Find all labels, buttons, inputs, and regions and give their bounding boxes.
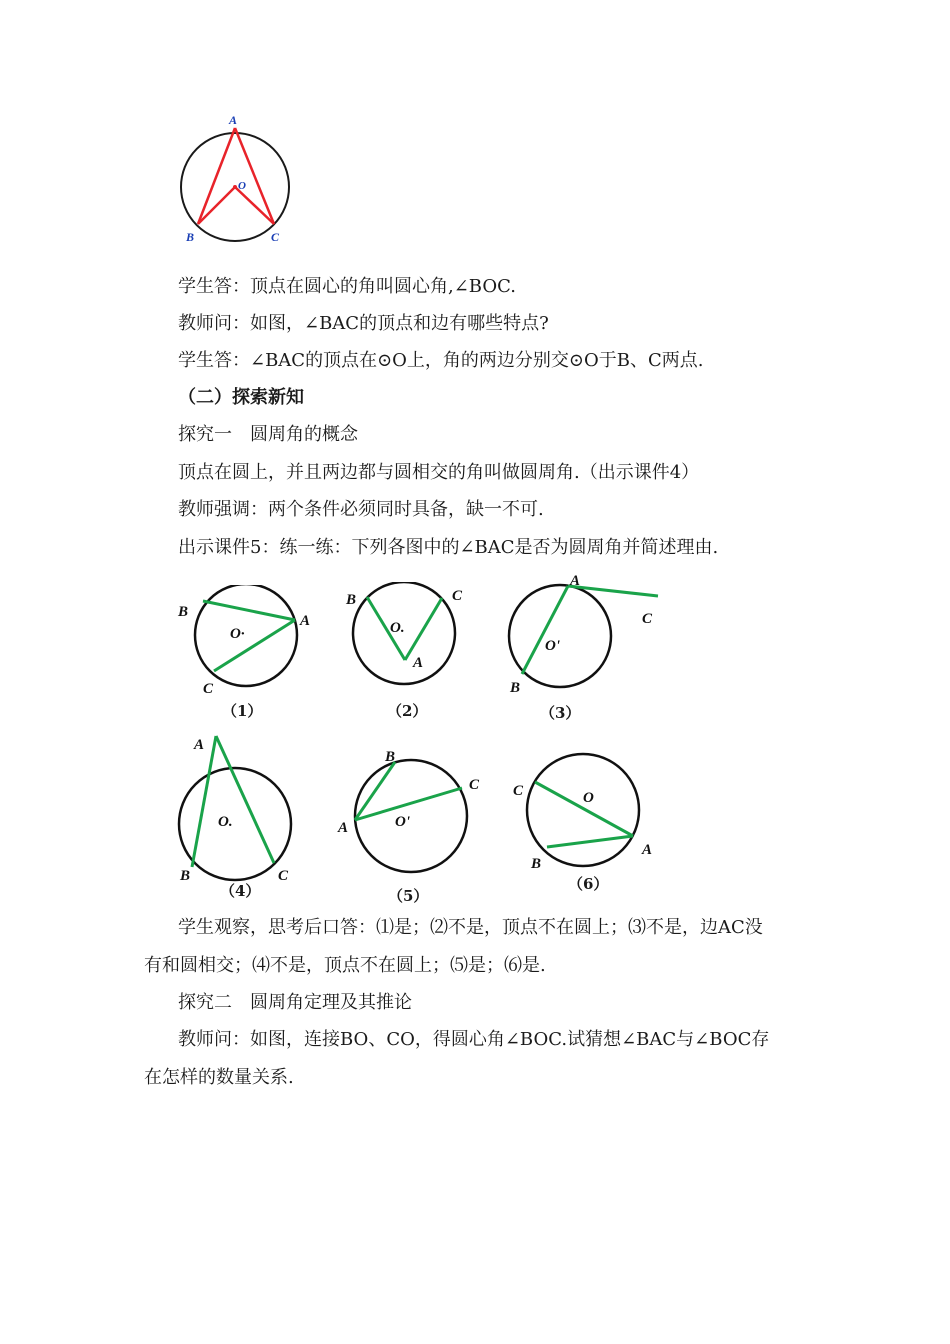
label-b: B: [510, 680, 521, 696]
label-a: A: [570, 573, 581, 589]
circle-outline: [179, 768, 291, 880]
paragraph-student-answer-1: 学生答：顶点在圆心的角叫圆心角,∠BOC.: [178, 276, 516, 297]
exercise-figure-5: [333, 740, 493, 890]
label-c: C: [642, 611, 653, 627]
label-b: B: [346, 592, 357, 608]
label-o: O.: [218, 814, 233, 830]
caption-figure-6: （6）: [568, 875, 609, 893]
paragraph-teacher-question-1: 教师问：如图，∠BAC的顶点和边有哪些特点?: [178, 313, 549, 334]
label-c: C: [469, 777, 480, 793]
label-c: C: [271, 230, 280, 244]
section-heading: （二）探索新知: [178, 387, 304, 408]
label-b: B: [180, 868, 191, 884]
paragraph-student-observation-line2: 有和圆相交；⑷不是，顶点不在圆上；⑸是；⑹是.: [144, 955, 546, 976]
paragraph-student-answer-2: 学生答：∠BAC的顶点在⊙O上，角的两边分别交⊙O于B、C两点.: [178, 350, 704, 371]
label-o: O: [238, 180, 246, 192]
segment-ac: [216, 736, 274, 863]
paragraph-student-observation-line1: 学生观察，思考后口答：⑴是；⑵不是，顶点不在圆上；⑶不是，边AC没: [178, 917, 763, 938]
segment-ab: [192, 736, 216, 867]
exercise-figure-2: [340, 582, 480, 692]
label-a: A: [300, 613, 311, 629]
segment-ab: [547, 836, 633, 847]
label-o: O: [583, 790, 594, 806]
label-b: B: [531, 856, 542, 872]
label-o: O.: [390, 620, 405, 636]
label-a: A: [229, 113, 238, 127]
paragraph-teacher-emphasis: 教师强调：两个条件必须同时具备，缺一不可.: [178, 499, 544, 520]
figure-central-angle: [170, 110, 300, 250]
label-b: B: [186, 230, 195, 244]
exercise-figure-6: [505, 748, 665, 878]
label-a: A: [338, 820, 349, 836]
caption-figure-4: （4）: [220, 882, 261, 900]
caption-figure-3: （3）: [540, 704, 581, 722]
caption-figure-1: （1）: [222, 702, 263, 720]
paragraph-teacher-question-2-line2: 在怎样的数量关系.: [144, 1067, 294, 1088]
label-o: O': [545, 638, 560, 654]
segment-ba: [203, 601, 295, 620]
paragraph-explore-1: 探究一 圆周角的概念: [178, 424, 358, 445]
label-c: C: [513, 783, 524, 799]
paragraph-teacher-question-2-line1: 教师问：如图，连接BO、CO，得圆心角∠BOC.试猜想∠BAC与∠BOC存: [178, 1029, 770, 1050]
paragraph-definition: 顶点在圆上，并且两边都与圆相交的角叫做圆周角.（出示课件4）: [178, 462, 700, 483]
exercise-figure-3: [500, 570, 660, 700]
caption-figure-2: （2）: [387, 702, 428, 720]
segment-ac: [235, 128, 274, 224]
label-o: O·: [230, 626, 245, 642]
center-point: [233, 185, 237, 189]
label-c: C: [452, 588, 463, 604]
label-a: A: [642, 842, 653, 858]
caption-figure-5: （5）: [388, 887, 429, 905]
paragraph-explore-2: 探究二 圆周角定理及其推论: [178, 992, 412, 1013]
label-c: C: [203, 681, 214, 697]
label-b: B: [178, 604, 189, 620]
segment-oc: [235, 187, 274, 224]
segment-ab: [522, 586, 568, 674]
segment-ob: [198, 187, 235, 224]
label-a: A: [194, 737, 205, 753]
label-b: B: [385, 749, 396, 765]
exercise-figure-4: [170, 730, 310, 900]
label-c: C: [278, 868, 289, 884]
segment-ac: [214, 620, 295, 671]
label-o: O': [395, 814, 410, 830]
segment-ac: [405, 598, 442, 660]
label-a: A: [413, 655, 424, 671]
paragraph-exercise-prompt: 出示课件5：练一练：下列各图中的∠BAC是否为圆周角并简述理由.: [178, 537, 719, 558]
circle-outline: [195, 585, 297, 686]
